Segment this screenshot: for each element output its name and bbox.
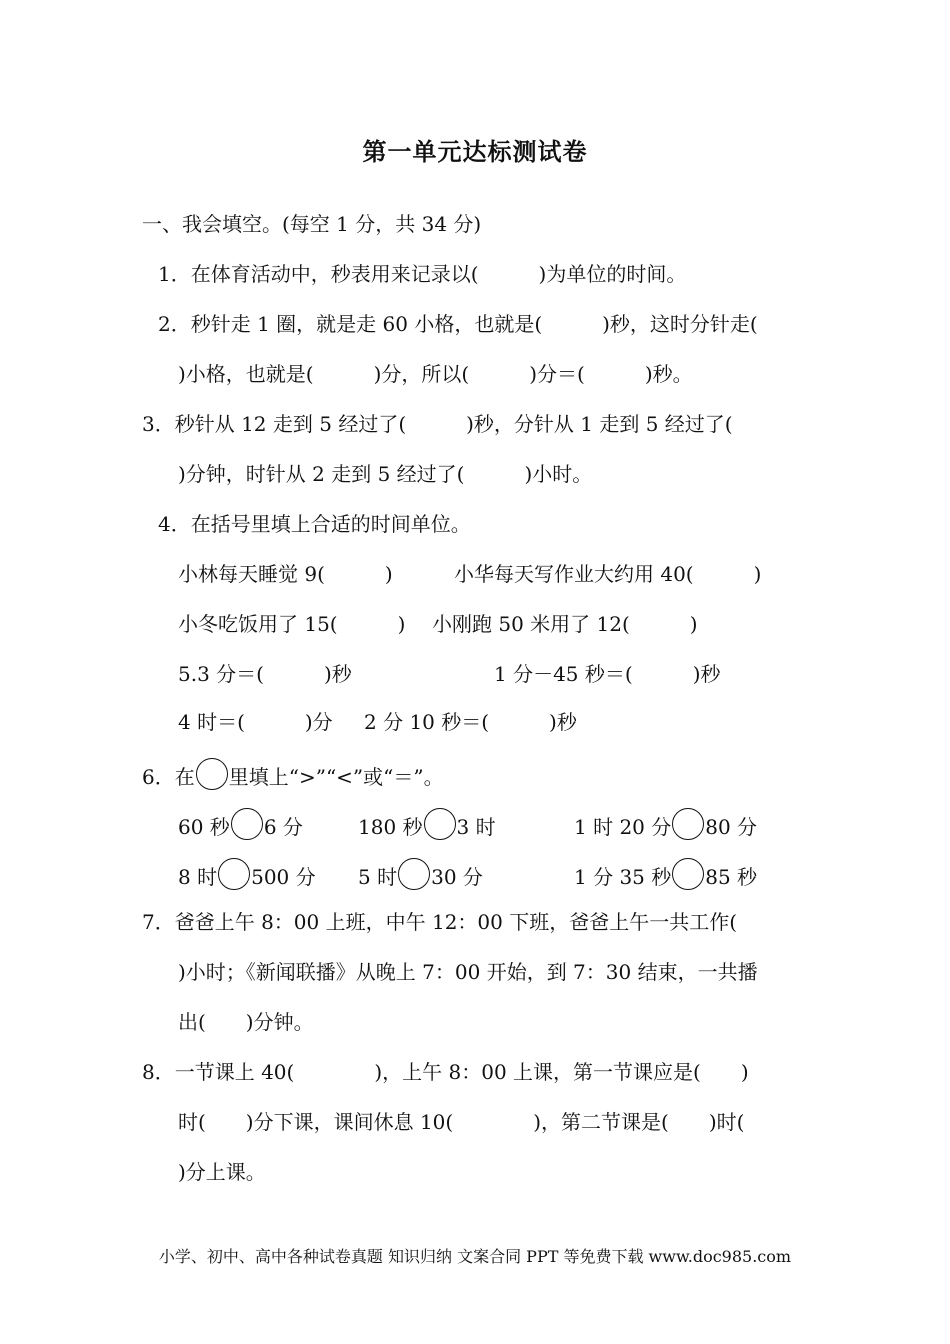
- circle-blank-icon[interactable]: [218, 858, 250, 890]
- question-2-line-1: 2．秒针走 1 圈，就是走 60 小格，也就是( )秒，这时分针走(: [158, 312, 758, 336]
- question-3-line-2: )分钟，时针从 2 走到 5 经过了( )小时。: [178, 462, 593, 486]
- circle-blank-icon[interactable]: [672, 808, 704, 840]
- circle-blank-icon[interactable]: [398, 858, 430, 890]
- question-7-line-3: 出( )分钟。: [178, 1010, 314, 1034]
- circle-blank-icon[interactable]: [231, 808, 263, 840]
- question-8-line-1: 8．一节课上 40( )，上午 8：00 上课，第一节课应是( ): [142, 1060, 749, 1084]
- question-8-line-3: )分上课。: [178, 1160, 266, 1184]
- question-7-line-2: )小时；《新闻联播》从晚上 7：00 开始，到 7：30 结束，一共播: [178, 960, 758, 984]
- compare-item: 1 时 20 分 80 分: [574, 808, 757, 841]
- question-3-line-1: 3．秒针从 12 走到 5 经过了( )秒，分针从 1 走到 5 经过了(: [142, 412, 733, 436]
- q4-item: 5.3 分＝( )秒: [178, 662, 352, 686]
- q4-item: 小林每天睡觉 9( ): [178, 562, 393, 586]
- question-4-heading: 4．在括号里填上合适的时间单位。: [158, 512, 471, 536]
- compare-item: 8 时 500 分: [178, 858, 316, 891]
- page-title: 第一单元达标测试卷: [362, 138, 588, 166]
- q4-item: 4 时＝( )分: [178, 710, 333, 734]
- circle-blank-icon: [196, 758, 228, 790]
- compare-item: 5 时 30 分: [358, 858, 483, 891]
- compare-item: 1 分 35 秒 85 秒: [574, 858, 757, 891]
- question-8-line-2: 时( )分下课，课间休息 10( )，第二节课是( )时(: [178, 1110, 745, 1134]
- circle-blank-icon[interactable]: [424, 808, 456, 840]
- q6-suffix: 里填上“>”“<”或“＝”。: [228, 765, 444, 789]
- q4-item: 小刚跑 50 米用了 12( ): [432, 612, 698, 636]
- q4-item: 2 分 10 秒＝( )秒: [364, 710, 577, 734]
- question-1: 1．在体育活动中，秒表用来记录以( )为单位的时间。: [158, 262, 687, 286]
- question-6-heading: [142, 758, 444, 791]
- circle-blank-icon[interactable]: [672, 858, 704, 890]
- q6-prefix: 6．在: [142, 765, 195, 789]
- footer-text: 小学、初中、高中各种试卷真题 知识归纳 文案合同 PPT 等免费下载 www.doc985.com: [158, 1247, 792, 1266]
- compare-item: 180 秒 3 时: [358, 808, 496, 841]
- question-2-line-2: )小格，也就是( )分，所以( )分＝( )秒。: [178, 362, 693, 386]
- q4-item: 1 分－45 秒＝( )秒: [494, 662, 721, 686]
- q4-item: 小冬吃饭用了 15( ): [178, 612, 406, 636]
- q4-item: 小华每天写作业大约用 40( ): [454, 562, 762, 586]
- compare-item: 60 秒 6 分: [178, 808, 303, 841]
- section-heading: 一、我会填空。(每空 1 分，共 34 分): [142, 212, 482, 236]
- question-7-line-1: 7．爸爸上午 8：00 上班，中午 12：00 下班，爸爸上午一共工作(: [142, 910, 738, 934]
